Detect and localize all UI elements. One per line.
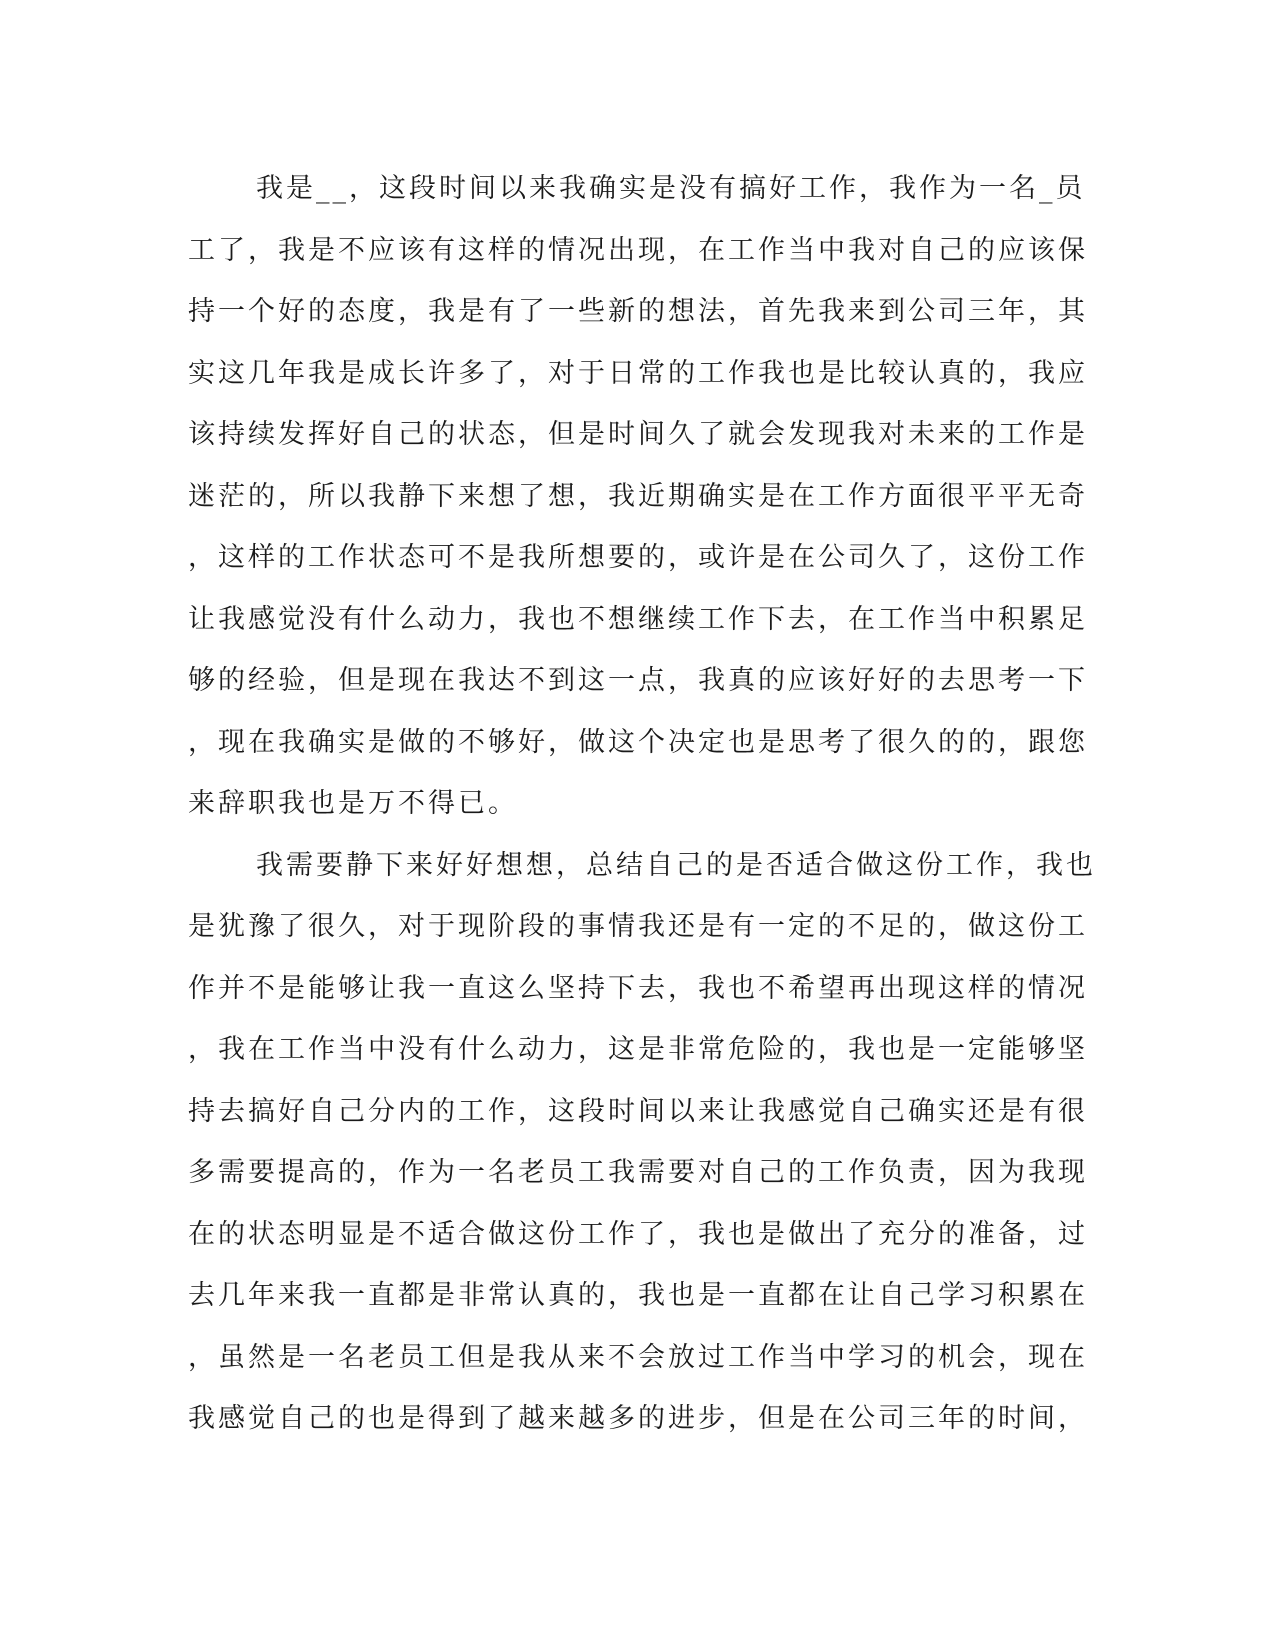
- paragraph-2: [188, 835, 1096, 1450]
- text-line: 迷茫的，所以我静下来想了想，我近期确实是在工作方面很平平无奇: [188, 480, 1088, 512]
- text-line: 多需要提高的，作为一名老员工我需要对自己的工作负责，因为我现: [188, 1157, 1088, 1188]
- text-line: 作并不是能够让我一直这么坚持下去，我也不希望再出现这样的情况: [188, 972, 1088, 1004]
- text-line: 我需要静下来好好想想，总结自己的是否适合做这份工作，我也: [256, 849, 1096, 881]
- text-line: 我是__，这段时间以来我确实是没有搞好工作，我作为一名_员: [256, 173, 1086, 204]
- text-line: 够的经验，但是现在我达不到这一点，我真的应该好好的去思考一下: [188, 665, 1088, 696]
- text-line: 是犹豫了很久，对于现阶段的事情我还是有一定的不足的，做这份工: [188, 911, 1088, 942]
- text-line: 该持续发挥好自己的状态，但是时间久了就会发现我对未来的工作是: [188, 419, 1088, 450]
- text-line: 我感觉自己的也是得到了越来越多的进步，但是在公司三年的时间，: [188, 1403, 1088, 1434]
- text-line: 实这几年我是成长许多了，对于日常的工作我也是比较认真的，我应: [188, 357, 1088, 389]
- document-body: [188, 158, 1096, 1450]
- text-line: ，虽然是一名老员工但是我从来不会放过工作当中学习的机会，现在: [188, 1341, 1088, 1373]
- text-line: 在的状态明显是不适合做这份工作了，我也是做出了充分的准备，过: [188, 1218, 1088, 1250]
- text-line: ，我在工作当中没有什么动力，这是非常危险的，我也是一定能够坚: [188, 1034, 1088, 1065]
- text-line: 来辞职我也是万不得已。: [188, 788, 518, 819]
- text-line: ，这样的工作状态可不是我所想要的，或许是在公司久了，这份工作: [188, 542, 1088, 573]
- text-line: 持一个好的态度，我是有了一些新的想法，首先我来到公司三年，其: [188, 296, 1088, 327]
- text-line: ，现在我确实是做的不够好，做这个决定也是思考了很久的的，跟您: [188, 726, 1088, 758]
- text-line: 去几年来我一直都是非常认真的，我也是一直都在让自己学习积累在: [188, 1280, 1088, 1311]
- text-line: 工了，我是不应该有这样的情况出现，在工作当中我对自己的应该保: [188, 234, 1088, 266]
- text-line: 持去搞好自己分内的工作，这段时间以来让我感觉自己确实还是有很: [188, 1095, 1088, 1127]
- paragraph-1: [188, 158, 1088, 835]
- text-line: 让我感觉没有什么动力，我也不想继续工作下去，在工作当中积累足: [188, 603, 1088, 635]
